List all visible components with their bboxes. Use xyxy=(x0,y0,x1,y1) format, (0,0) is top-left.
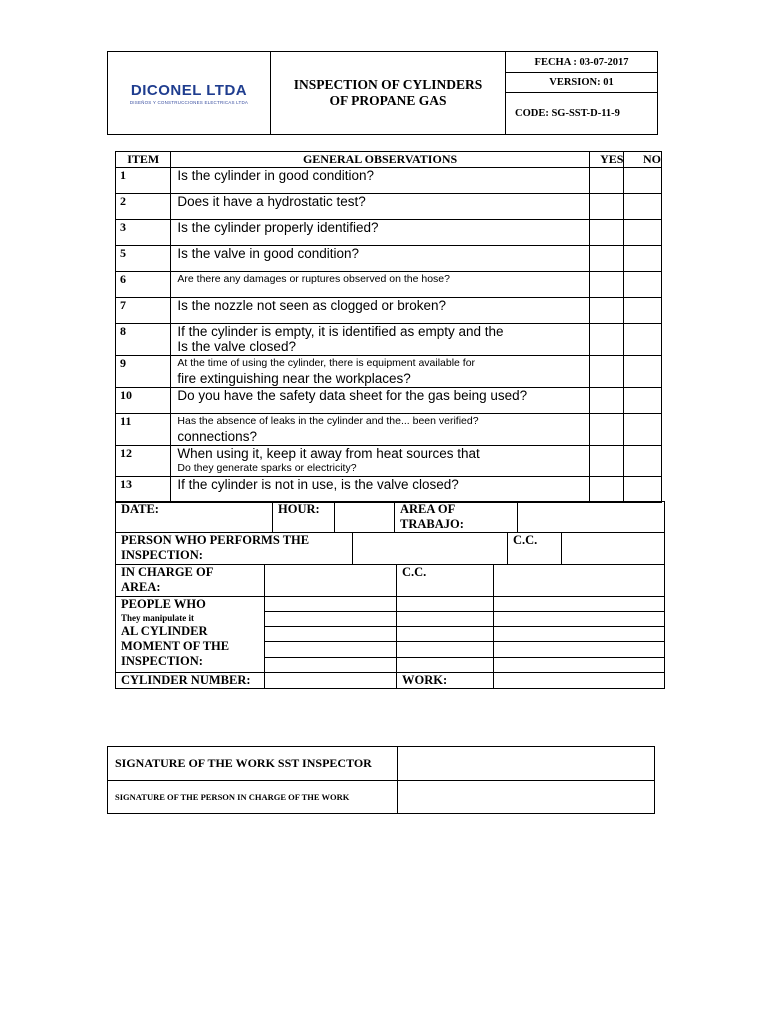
question-text: Do you have the safety data sheet for the gas being used? xyxy=(171,388,589,414)
no-checkbox-cell[interactable] xyxy=(624,414,662,446)
checklist-row xyxy=(116,477,662,503)
people-cc-field[interactable] xyxy=(397,612,494,627)
charge-signature-label: SIGNATURE OF THE PERSON IN CHARGE OF THE WORK xyxy=(108,781,398,814)
area-label: AREA OF TRABAJO: xyxy=(395,502,518,533)
yes-checkbox-cell[interactable] xyxy=(589,220,624,246)
people-extra-field[interactable] xyxy=(494,642,665,658)
checklist-row xyxy=(116,246,662,272)
question-text: If the cylinder is empty, it is identified as empty and the Is the valve closed? xyxy=(171,324,589,356)
item-number: 8 xyxy=(116,324,171,356)
yes-checkbox-cell[interactable] xyxy=(589,194,624,220)
item-number: 1 xyxy=(116,168,171,194)
people-extra-field[interactable] xyxy=(494,627,665,642)
people-cc-field[interactable] xyxy=(397,658,494,673)
item-number: 11 xyxy=(116,414,171,446)
question-text: Is the cylinder properly identified? xyxy=(171,220,589,246)
question-text: Has the absence of leaks in the cylinder and the... been verified? connections? xyxy=(171,414,589,446)
yes-checkbox-cell[interactable] xyxy=(589,446,624,477)
question-text: At the time of using the cylinder, there is equipment available for fire extinguishing near the workplaces? xyxy=(171,356,589,388)
yes-checkbox-cell[interactable] xyxy=(589,298,624,324)
item-number: 2 xyxy=(116,194,171,220)
people-name-field[interactable] xyxy=(265,597,397,612)
no-checkbox-cell[interactable] xyxy=(624,356,662,388)
item-number: 6 xyxy=(116,272,171,298)
charge-signature-field[interactable] xyxy=(398,781,655,814)
question-text: Is the valve in good condition? xyxy=(171,246,589,272)
no-checkbox-cell[interactable] xyxy=(624,246,662,272)
document-title: INSPECTION OF CYLINDERS OF PROPANE GAS xyxy=(271,52,506,135)
people-cc-field[interactable] xyxy=(397,642,494,658)
yes-checkbox-cell[interactable] xyxy=(589,246,624,272)
version-field: VERSION: 01 xyxy=(506,73,658,93)
yes-checkbox-cell[interactable] xyxy=(589,477,624,503)
no-checkbox-cell[interactable] xyxy=(624,324,662,356)
question-text: Are there any damages or ruptures observed on the hose? xyxy=(171,272,589,298)
people-extra-field[interactable] xyxy=(494,658,665,673)
info-people-block xyxy=(115,564,665,689)
inspector-field[interactable] xyxy=(353,533,508,565)
cylinder-number-field[interactable] xyxy=(265,673,397,689)
checklist-header xyxy=(116,152,662,168)
work-label: WORK: xyxy=(397,673,494,689)
checklist-row xyxy=(116,356,662,388)
checklist-row xyxy=(116,168,662,194)
cc-label: C.C. xyxy=(508,533,562,565)
people-extra-field[interactable] xyxy=(494,612,665,627)
people-name-field[interactable] xyxy=(265,627,397,642)
hour-field[interactable] xyxy=(335,502,395,533)
people-cc-field[interactable] xyxy=(397,597,494,612)
inspector-label: PERSON WHO PERFORMS THE INSPECTION: xyxy=(116,533,353,565)
yes-checkbox-cell[interactable] xyxy=(589,356,624,388)
inspector-cc-field[interactable] xyxy=(562,533,665,565)
signature-table xyxy=(107,746,655,814)
inspection-info xyxy=(115,501,665,689)
no-checkbox-cell[interactable] xyxy=(624,477,662,503)
no-checkbox-cell[interactable] xyxy=(624,446,662,477)
company-logo xyxy=(108,52,271,135)
checklist-row xyxy=(116,388,662,414)
code-field: CODE: SG-SST-D-11-9 xyxy=(506,93,658,135)
question-text: Is the nozzle not seen as clogged or broken? xyxy=(171,298,589,324)
checklist-row xyxy=(116,298,662,324)
area-charge-label: IN CHARGE OF AREA: xyxy=(116,565,265,597)
inspection-checklist xyxy=(115,151,662,503)
observations-column-header: GENERAL OBSERVATIONS xyxy=(171,152,589,168)
area-charge-cc-field[interactable] xyxy=(494,565,665,597)
people-name-field[interactable] xyxy=(265,658,397,673)
checklist-row xyxy=(116,446,662,477)
people-name-field[interactable] xyxy=(265,612,397,627)
item-number: 10 xyxy=(116,388,171,414)
question-text: Is the cylinder in good condition? xyxy=(171,168,589,194)
yes-column-header: YES xyxy=(589,152,624,168)
area-field[interactable] xyxy=(518,502,665,533)
yes-checkbox-cell[interactable] xyxy=(589,168,624,194)
company-tagline: DISEÑOS Y CONSTRUCCIONES ELECTRICAS LTDA xyxy=(129,99,249,105)
date-label: DATE: xyxy=(116,502,273,533)
yes-checkbox-cell[interactable] xyxy=(589,388,624,414)
people-cc-field[interactable] xyxy=(397,627,494,642)
item-number: 5 xyxy=(116,246,171,272)
people-name-field[interactable] xyxy=(265,642,397,658)
info-row-person xyxy=(115,532,665,565)
info-row-date xyxy=(115,501,665,533)
no-checkbox-cell[interactable] xyxy=(624,220,662,246)
no-checkbox-cell[interactable] xyxy=(624,388,662,414)
item-number: 12 xyxy=(116,446,171,477)
no-column-header: NO xyxy=(624,152,662,168)
checklist-row xyxy=(116,414,662,446)
no-checkbox-cell[interactable] xyxy=(624,168,662,194)
no-checkbox-cell[interactable] xyxy=(624,298,662,324)
inspector-signature-label: SIGNATURE OF THE WORK SST INSPECTOR xyxy=(108,747,398,781)
checklist-row xyxy=(116,194,662,220)
date-field: FECHA : 03-07-2017 xyxy=(506,52,658,73)
item-number: 9 xyxy=(116,356,171,388)
area-charge-field[interactable] xyxy=(265,565,397,597)
item-column-header: ITEM xyxy=(116,152,171,168)
item-number: 7 xyxy=(116,298,171,324)
people-label: PEOPLE WHO They manipulate it AL CYLINDER MOMENT OF THE INSPECTION: xyxy=(116,597,265,673)
item-number: 13 xyxy=(116,477,171,503)
checklist-row xyxy=(116,272,662,298)
item-number: 3 xyxy=(116,220,171,246)
company-name: DICONEL LTDA xyxy=(130,81,248,99)
question-text: When using it, keep it away from heat sources that Do they generate sparks or electricity? xyxy=(171,446,589,477)
yes-checkbox-cell[interactable] xyxy=(589,272,624,298)
cc-label-2: C.C. xyxy=(397,565,494,597)
work-field[interactable] xyxy=(494,673,665,689)
document-header xyxy=(107,51,658,135)
hour-label: HOUR: xyxy=(273,502,335,533)
people-extra-field[interactable] xyxy=(494,597,665,612)
yes-checkbox-cell[interactable] xyxy=(589,414,624,446)
question-text: If the cylinder is not in use, is the valve closed? xyxy=(171,477,589,503)
no-checkbox-cell[interactable] xyxy=(624,272,662,298)
no-checkbox-cell[interactable] xyxy=(624,194,662,220)
inspector-signature-field[interactable] xyxy=(398,747,655,781)
cylinder-number-label: CYLINDER NUMBER: xyxy=(116,673,265,689)
yes-checkbox-cell[interactable] xyxy=(589,324,624,356)
question-text: Does it have a hydrostatic test? xyxy=(171,194,589,220)
checklist-row xyxy=(116,220,662,246)
checklist-row xyxy=(116,324,662,356)
